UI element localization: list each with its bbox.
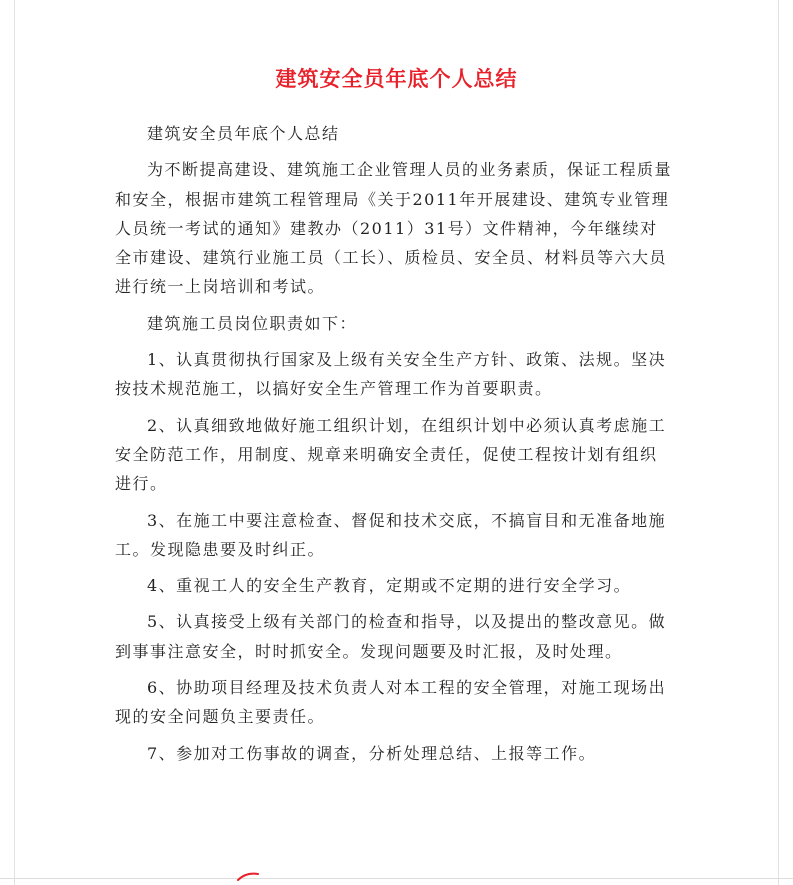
duty-item-4: 4、重视工人的安全生产教育，定期或不定期的进行安全学习。	[147, 576, 632, 596]
page-left-border	[14, 0, 15, 885]
body-paragraph-intro: 为不断提高建设、建筑施工企业管理人员的业务素质，保证工程质量和安全，根据市建筑工程管理局《关于2011年开展建设、建筑专业管理人员统一考试的通知》建教办（2011）31号）文件精神，今年继续对全市建设、建筑行业施工员（工长）、质检员、安全员、材料员等六大员进行统一上岗培训和考试。	[115, 160, 673, 297]
page-bottom-border	[0, 878, 793, 879]
page-right-border	[778, 0, 779, 885]
red-stroke-mark-icon	[236, 870, 260, 882]
duty-item-2: 2、认真细致地做好施工组织计划，在组织计划中必须认真考虑施工安全防范工作，用制度、规章来明确安全责任，促使工程按计划有组织进行。	[115, 415, 667, 494]
document-title: 建筑安全员年底个人总结	[275, 66, 518, 91]
duty-item-7: 7、参加对工伤事故的调查，分析处理总结、上报等工作。	[147, 743, 597, 763]
duty-item-5: 5、认真接受上级有关部门的检查和指导，以及提出的整改意见。做到事事注意安全，时时抓安全。发现问题要及时汇报，及时处理。	[115, 612, 667, 661]
duty-item-6: 6、协助项目经理及技术负责人对本工程的安全管理，对施工现场出现的安全问题负主要责任。	[115, 678, 667, 727]
body-paragraph-duties-heading: 建筑施工员岗位职责如下：	[147, 313, 358, 333]
duty-item-3: 3、在施工中要注意检查、督促和技术交底，不搞盲目和无准备地施工。发现隐患要及时纠正。	[115, 510, 667, 559]
document-body	[115, 119, 673, 775]
duty-item-1: 1、认真贯彻执行国家及上级有关安全生产方针、政策、法规。坚决按技术规范施工，以搞好安全生产管理工作为首要职责。	[115, 350, 667, 399]
body-paragraph-heading: 建筑安全员年底个人总结	[147, 124, 340, 143]
